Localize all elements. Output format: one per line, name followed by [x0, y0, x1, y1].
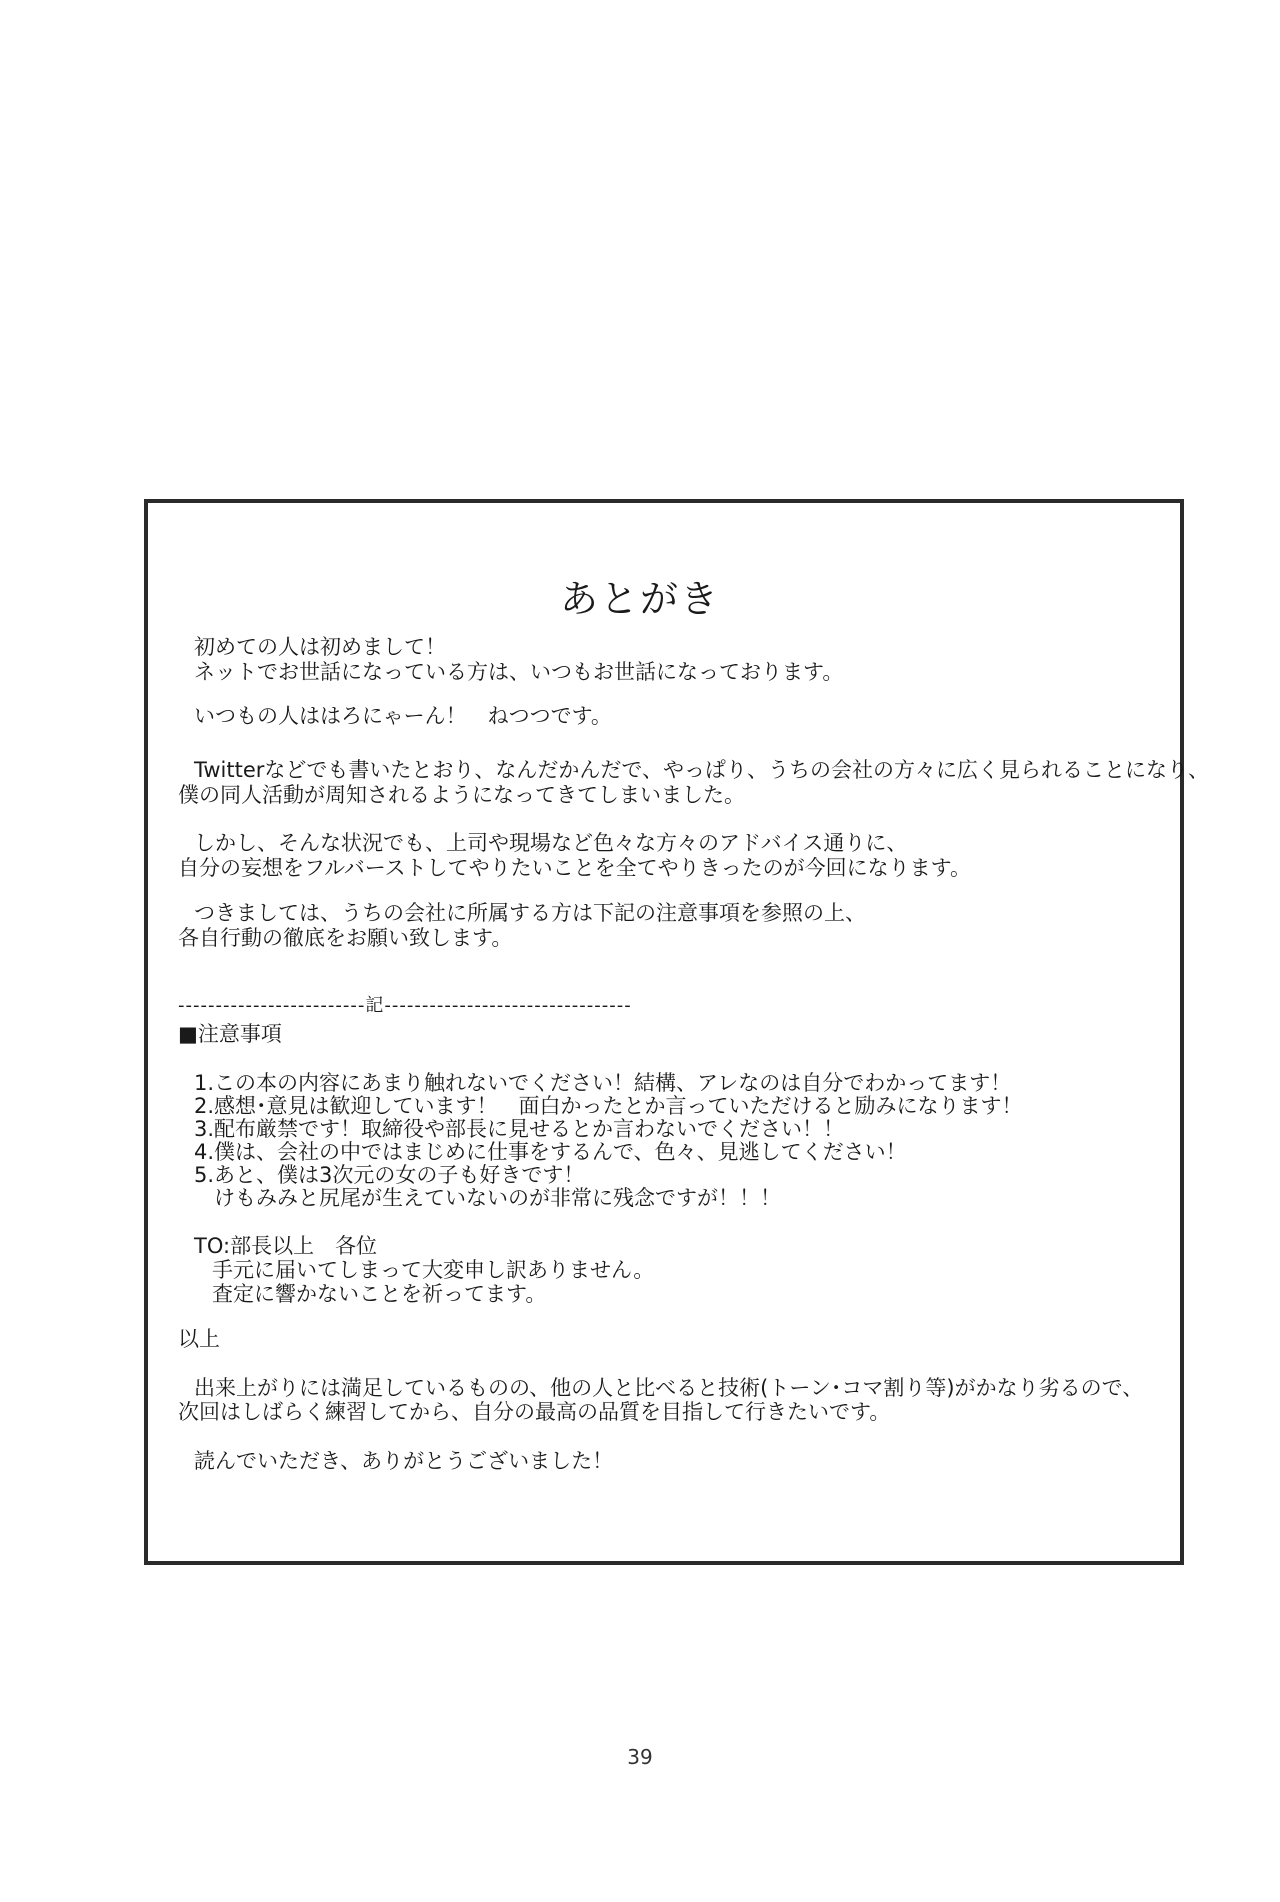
to-line-2: 査定に響かないことを祈ってます。 [212, 1282, 547, 1306]
note-item-5-continuation: けもみみと尻尾が生えていないのが非常に残念ですが！！！ [214, 1186, 781, 1210]
paragraph2-line-1: しかし、そんな状況でも、上司や現場など色々な方々のアドバイス通りに、 [194, 831, 908, 855]
intro-line: いつもの人ははろにゃーん！ ねつつです。 [194, 704, 612, 728]
paragraph3-line-2: 各自行動の徹底をお願い致します。 [178, 926, 513, 950]
note-item-2: 2.感想･意見は歓迎しています！ 面白かったとか言っていただけると励みになります！ [194, 1094, 1023, 1118]
paragraph1-line-1: Twitterなどでも書いたとおり、なんだかんだで、やっぱり、うちの会社の方々に広く見られることになり、 [194, 758, 1209, 782]
greeting-line-2: ネットでお世話になっている方は、いつもお世話になっております。 [194, 660, 844, 684]
paragraph2-line-2: 自分の妄想をフルバーストしてやりたいことを全てやりきったのが今回になります。 [178, 856, 971, 880]
afterword-title: あとがき [559, 577, 720, 621]
final-paragraph-line-2: 次回はしばらく練習してから、自分の最高の品質を目指して行きたいです。 [178, 1400, 891, 1424]
closing-word: 以上 [178, 1327, 220, 1351]
note-item-5: 5.あと、僕は3次元の女の子も好きです！ [194, 1163, 585, 1187]
final-paragraph-line-1: 出来上がりには満足しているものの、他の人と比べると技術(トーン･コマ割り等)がかなり劣るので、 [194, 1376, 1144, 1400]
thanks-line: 読んでいただき、ありがとうございました！ [194, 1449, 614, 1473]
page-number: 39 [627, 1745, 653, 1769]
greeting-line-1: 初めての人は初めまして！ [194, 635, 446, 659]
paragraph1-line-2: 僕の同人活動が周知されるようになってきてしまいました。 [178, 783, 745, 807]
note-item-4: 4.僕は、会社の中ではまじめに仕事をするんで、色々、見逃してください！ [194, 1140, 907, 1164]
to-line-1: 手元に届いてしまって大変申し訳ありません。 [212, 1258, 655, 1282]
note-item-1: 1.この本の内容にあまり触れないでください！結構、アレなのは自分でわかってます！ [194, 1071, 1012, 1095]
divider-line: -------------------------記--------------------------------- [178, 995, 632, 1016]
notes-heading: ■注意事項 [178, 1022, 282, 1046]
to-heading: TO:部長以上 各位 [194, 1234, 378, 1258]
note-item-3: 3.配布厳禁です！取締役や部長に見せるとか言わないでください！！ [194, 1117, 845, 1141]
paragraph3-line-1: つきましては、うちの会社に所属する方は下記の注意事項を参照の上、 [194, 901, 866, 925]
